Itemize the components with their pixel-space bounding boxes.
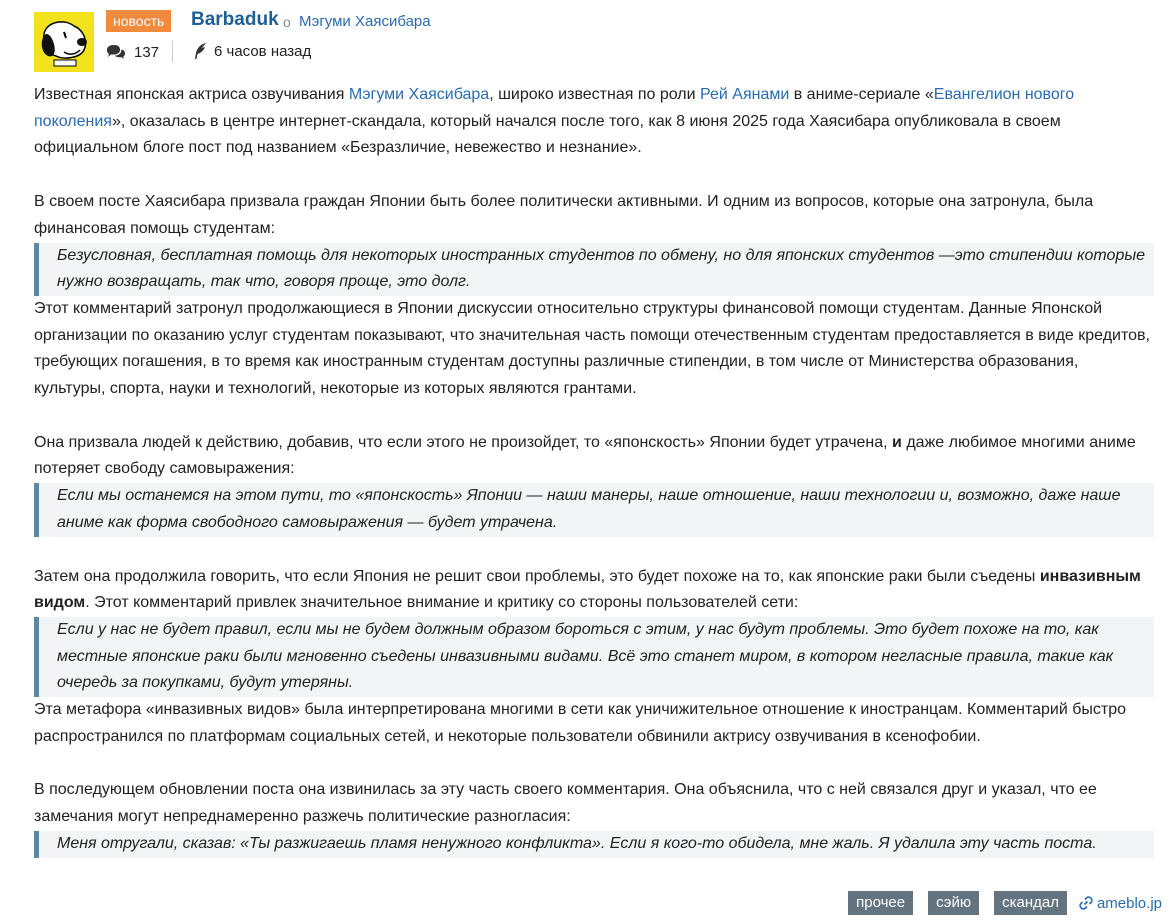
blockquote: Если у нас не будет правил, если мы не будем должным образом бороться с этим, у нас будут проблемы. Это будет похоже на то, как местные японские раки были мгновенно съедены инвазивными видами. Всё это станет миром, в котором негласные правила, такие как очередь за покупками, будут утеряны. [34,617,1154,697]
text: », оказалась в центре интернет-скандала, который начался после того, как 8 июня 2025 года Хаясибара опубликовала в своем официальном блоге пост под названием «Безразличие, невежество и незнание». [34,112,1061,157]
text: Затем она продолжила говорить, что если Япония не решит свои проблемы, это будет похоже на то, как японские раки были съедены [34,567,1040,585]
avatar[interactable] [34,12,94,72]
meta-divider [172,41,173,62]
paragraph [34,564,1154,617]
article-body [34,82,1154,858]
spacer [34,537,1154,564]
spacer [34,403,1154,430]
comments-count-value: 137 [134,43,160,61]
tag-list [848,891,1162,915]
blockquote: Если мы останемся на этом пути, то «японскость» Японии — наши манеры, наше отношение, наши технологии и, возможно, даже наше аниме как форма свободного самовыражения — будет утрачена. [34,483,1154,536]
author-link[interactable]: Barbaduk [191,9,279,30]
bold-text: инвазивным видом [34,567,1141,612]
link-rei-ayanami[interactable]: Рей Аянами [700,86,790,103]
text: . Этот комментарий привлек значительное внимание и критику со стороны пользователей сети: [85,594,799,612]
post-time-value: 6 часов назад [214,42,312,60]
source-link[interactable] [1079,895,1162,912]
post-time [193,41,311,61]
text: даже любимое многими аниме потеряет свободу самовыражения: [34,433,1136,478]
link-megumi-hayashibara[interactable]: Мэгуми Хаясибара [348,86,490,103]
comments-count[interactable] [106,42,159,62]
paragraph: В своем посте Хаясибара призвала граждан Японии быть более политически активными. И одним из вопросов, которые она затронула, была финансовая помощь студентам: [34,193,1094,237]
about-label: о [283,14,291,30]
blockquote: Безусловная, бесплатная помощь для некоторых иностранных студентов по обмену, но для японских студентов —это стипендии которые нужно возвращать, так что, говоря проще, это долг. [34,243,1154,296]
link-evangelion[interactable]: Евангелион нового поколения [34,86,1075,130]
text: Известная японская актриса озвучивания [34,86,349,103]
topic-link[interactable]: Мэгуми Хаясибара [299,13,431,30]
blockquote: Меня отругали, сказав: «Ты разжигаешь пламя ненужного конфликта». Если я кого-то обидела, мне жаль. Я удалила эту часть поста. [34,831,1154,858]
tag-other[interactable]: прочее [848,891,913,915]
bold-text: и [892,433,902,451]
source-link-text: ameblo.jp [1096,894,1162,912]
text: , широко известная по роли [489,86,701,103]
spacer [34,750,1154,777]
link-icon [1079,896,1093,910]
tag-seiyu[interactable]: сэйю [928,891,979,915]
paragraph [34,82,1154,162]
paragraph: Этот комментарий затронул продолжающиеся в Японии дискуссии относительно структуры финансовой помощи студентам. Данные Японской организации по оказанию услуг студентам показывают, что значительная часть помощи отечественным студентам предоставляется в виде кредитов, требующих погашения, в то время как иностранным студентам доступны различные стипендии, в том числе от Министерства образования, культуры, спорта, науки и технологий, некоторые из которых являются грантами. [34,299,1150,398]
snoopy-avatar-image [34,12,94,72]
paragraph: Эта метафора «инвазивных видов» была интерпретирована многими в сети как уничижительное отношение к иностранцам. Комментарий быстро распространился по платформам социальных сетей, и некоторые пользователи обвинили актрису озвучивания в ксенофобии. [34,701,1127,745]
quill-icon [193,42,208,60]
paragraph [34,430,1154,483]
paragraph: В последующем обновлении поста она извинилась за эту часть своего комментария. Она объяснила, что с ней связался друг и указал, что ее замечания могут непреднамеренно разжечь политические разногласия: [34,781,1097,826]
text: в аниме-сериале « [789,86,934,103]
news-badge[interactable]: новость [106,10,171,32]
tag-scandal[interactable]: скандал [994,891,1067,915]
spacer [34,162,1154,189]
comments-icon [106,44,126,60]
text: Она призвала людей к действию, добавив, что если этого не произойдет, то «японскость» Японии будет утрачена, [34,433,893,451]
